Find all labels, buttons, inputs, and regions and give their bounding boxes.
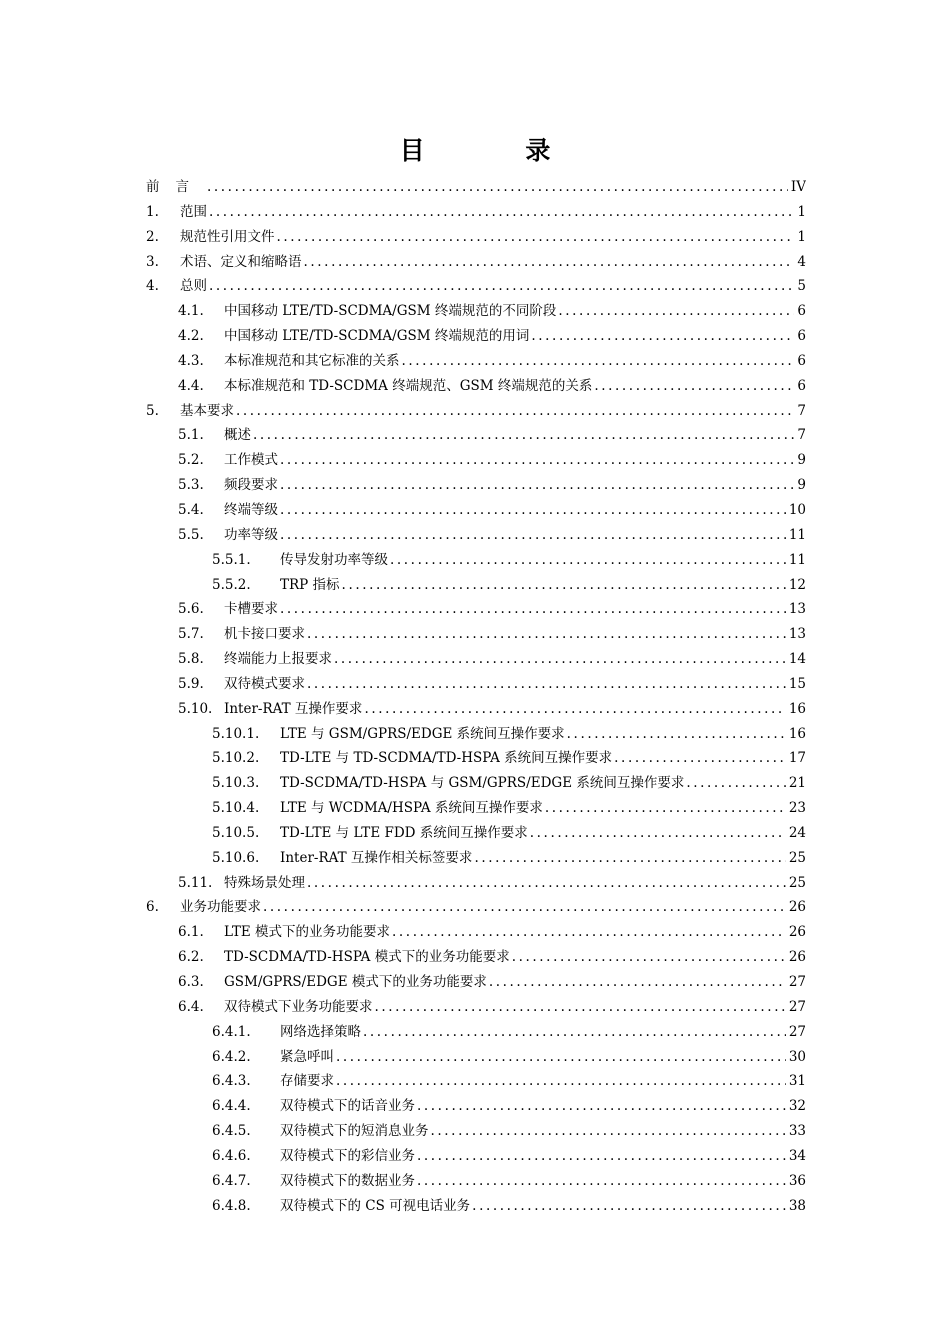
toc-entry-title: Inter-RAT 互操作相关标签要求 (280, 849, 473, 866)
toc-entry-number: 6.4.4. (212, 1098, 251, 1115)
toc-page-number: 5 (797, 278, 806, 295)
toc-page-number: 6 (797, 352, 806, 369)
toc-entry-line (224, 299, 806, 324)
toc-entry[interactable] (0, 573, 950, 598)
toc-dot-leader (388, 548, 786, 573)
toc-entry-number: 5.10. (178, 700, 213, 717)
toc-dot-leader (275, 225, 795, 250)
toc-entry-line (280, 746, 806, 771)
toc-entry[interactable] (0, 995, 950, 1020)
toc-entry-title: LTE 与 GSM/GPRS/EDGE 系统间互操作要求 (280, 725, 565, 742)
toc-page-number: 32 (788, 1098, 806, 1115)
toc-entry-title: 本标准规范和其它标准的关系 (224, 352, 400, 369)
toc-dot-leader (234, 399, 794, 424)
toc-page-number: 25 (788, 849, 806, 866)
toc-page-number: 24 (788, 824, 806, 841)
toc-dot-leader (305, 871, 786, 896)
toc-entry-line (280, 1069, 806, 1094)
table-of-contents (0, 175, 950, 1218)
toc-entry-title: 术语、定义和缩略语 (180, 253, 302, 270)
toc-entry-number: 5.11. (178, 874, 213, 891)
toc-entry-title: 前言 (146, 179, 205, 195)
toc-dot-leader (510, 945, 786, 970)
toc-entry-number: 5.5.2. (212, 576, 251, 593)
toc-entry-line (280, 722, 806, 747)
toc-entry-line (146, 175, 806, 200)
toc-page-number: 6 (797, 377, 806, 394)
toc-entry-number: 4.3. (178, 352, 204, 369)
toc-dot-leader (305, 672, 786, 697)
toc-dot-leader (278, 597, 786, 622)
toc-entry[interactable] (0, 622, 950, 647)
toc-entry[interactable] (0, 697, 950, 722)
toc-entry-line (280, 821, 806, 846)
toc-page-number: 27 (788, 1023, 806, 1040)
toc-entry-line (224, 672, 806, 697)
toc-page-number: 7 (797, 427, 806, 444)
toc-page-number: 15 (788, 675, 806, 692)
toc-entry-line (180, 225, 806, 250)
toc-entry-number: 5.10.3. (212, 775, 260, 792)
toc-entry-title: 工作模式 (224, 452, 278, 469)
toc-entry-title: 存储要求 (280, 1073, 334, 1090)
toc-entry[interactable] (0, 771, 950, 796)
toc-entry-number: 6.4. (178, 998, 204, 1015)
toc-entry[interactable] (0, 423, 950, 448)
toc-entry-title: TD-SCDMA/TD-HSPA 模式下的业务功能要求 (224, 949, 510, 966)
page-title: 目 录 (399, 136, 597, 165)
toc-entry-number: 4.2. (178, 328, 204, 345)
toc-page-number: 27 (788, 974, 806, 990)
toc-dot-leader (278, 448, 794, 473)
toc-entry-title: 双待模式下业务功能要求 (224, 998, 373, 1015)
toc-page-number: 1 (797, 203, 806, 220)
toc-dot-leader (278, 473, 794, 498)
toc-entry-number: 5.10.5. (212, 824, 260, 841)
toc-entry-number: 3. (146, 253, 159, 270)
toc-entry-title: 卡槽要求 (224, 601, 278, 618)
toc-entry-title: TRP 指标 (280, 576, 340, 593)
toc-page-number: 6 (797, 328, 806, 345)
toc-page-number: 11 (788, 526, 806, 543)
toc-dot-leader (278, 498, 786, 523)
toc-dot-leader (332, 647, 786, 672)
toc-page-number: 27 (788, 998, 806, 1015)
toc-entry-number: 5.5.1. (212, 551, 251, 568)
toc-entry[interactable] (0, 871, 950, 896)
toc-dot-leader (565, 722, 786, 747)
toc-entry-line (280, 846, 806, 871)
toc-dot-leader (612, 746, 786, 771)
toc-page-number: 34 (788, 1147, 806, 1164)
toc-entry-line (224, 697, 806, 722)
toc-entry[interactable] (0, 374, 950, 399)
toc-entry-number: 6.4.8. (212, 1197, 251, 1214)
toc-entry[interactable] (0, 920, 950, 945)
toc-entry-number: 5.5. (178, 526, 204, 543)
toc-entry-title: 传导发射功率等级 (280, 551, 388, 568)
toc-entry-number: 6.4.3. (212, 1073, 251, 1090)
toc-entry-title: 双待模式下的话音业务 (280, 1098, 415, 1115)
toc-entry-title: Inter-RAT 互操作要求 (224, 700, 363, 717)
toc-entry[interactable] (0, 498, 950, 523)
toc-entry-number: 6.4.7. (212, 1172, 251, 1189)
toc-page-number: 7 (797, 402, 806, 419)
toc-entry[interactable] (0, 945, 950, 970)
toc-entry-number: 6.2. (178, 949, 204, 966)
toc-dot-leader (415, 1144, 786, 1169)
toc-dot-leader (373, 995, 786, 1020)
toc-entry-title: 范围 (180, 203, 207, 220)
toc-dot-leader (429, 1119, 786, 1144)
toc-entry[interactable] (0, 523, 950, 548)
toc-dot-leader (415, 1094, 786, 1119)
toc-entry[interactable] (0, 200, 950, 225)
toc-dot-leader (361, 1020, 786, 1045)
toc-dot-leader (592, 374, 794, 399)
toc-page-number: 21 (788, 775, 806, 792)
toc-entry[interactable] (0, 1194, 950, 1219)
toc-entry-line (280, 1045, 806, 1070)
toc-entry[interactable] (0, 796, 950, 821)
toc-entry[interactable] (0, 647, 950, 672)
toc-entry-title: 双待模式下的 CS 可视电话业务 (280, 1197, 471, 1214)
toc-entry-number: 6. (146, 899, 159, 916)
toc-page-number: 16 (788, 725, 806, 742)
toc-entry-title: 双待模式要求 (224, 675, 305, 692)
toc-entry-number: 5.10.4. (212, 800, 260, 817)
toc-entry-line (280, 573, 806, 598)
toc-entry-line (280, 1094, 806, 1119)
toc-entry[interactable] (0, 399, 950, 424)
toc-entry-line (280, 796, 806, 821)
toc-entry-line (280, 771, 806, 796)
toc-entry-title: LTE 与 WCDMA/HSPA 系统间互操作要求 (280, 800, 543, 817)
toc-dot-leader (340, 573, 786, 598)
toc-entry[interactable] (0, 299, 950, 324)
toc-entry-number: 1. (146, 203, 159, 220)
toc-entry[interactable] (0, 722, 950, 747)
toc-dot-leader (278, 523, 786, 548)
toc-page-number: 23 (788, 800, 806, 817)
toc-entry-number: 6.4.2. (212, 1048, 251, 1065)
toc-entry[interactable] (0, 1020, 950, 1045)
toc-dot-leader (528, 821, 786, 846)
toc-entry-line (224, 871, 806, 896)
toc-entry-line (224, 423, 806, 448)
toc-entry-line (180, 250, 806, 275)
toc-entry-line (224, 622, 806, 647)
toc-entry[interactable] (0, 225, 950, 250)
toc-entry-title: 基本要求 (180, 402, 234, 419)
toc-entry-number: 5.6. (178, 601, 204, 618)
toc-entry[interactable] (0, 821, 950, 846)
toc-entry-number: 5.3. (178, 477, 204, 494)
toc-entry-title: 紧急呼叫 (280, 1048, 334, 1065)
toc-page-number: 11 (788, 551, 806, 568)
toc-entry-title: 双待模式下的短消息业务 (280, 1123, 429, 1140)
toc-page-number: 16 (788, 700, 806, 717)
toc-entry-line (280, 1169, 806, 1194)
toc-dot-leader (302, 250, 795, 275)
toc-entry-line (180, 200, 806, 225)
toc-entry-line (224, 498, 806, 523)
toc-page-number: 13 (788, 601, 806, 618)
toc-entry-line (180, 274, 806, 299)
toc-entry[interactable] (0, 473, 950, 498)
toc-dot-leader (251, 423, 794, 448)
toc-entry-number: 5. (146, 402, 159, 419)
toc-entry[interactable] (0, 175, 950, 200)
toc-entry-number: 5.9. (178, 675, 204, 692)
toc-entry[interactable] (0, 1119, 950, 1144)
toc-entry-title: 总则 (180, 278, 207, 295)
toc-entry-number: 5.10.6. (212, 849, 260, 866)
toc-entry-line (180, 895, 806, 920)
toc-entry-number: 5.4. (178, 501, 204, 518)
toc-entry-title: 终端等级 (224, 501, 278, 518)
toc-entry-line (224, 473, 806, 498)
toc-dot-leader (207, 274, 794, 299)
toc-entry[interactable] (0, 250, 950, 275)
toc-entry[interactable] (0, 1094, 950, 1119)
toc-entry-number: 6.4.5. (212, 1123, 251, 1140)
toc-entry-number: 5.1. (178, 427, 204, 444)
toc-entry-number: 6.1. (178, 924, 204, 941)
toc-entry-line (280, 548, 806, 573)
toc-page-number: 9 (797, 452, 806, 469)
toc-dot-leader (205, 175, 788, 200)
toc-entry-line (224, 597, 806, 622)
toc-page-number: 17 (788, 750, 806, 767)
toc-entry-number: 5.7. (178, 626, 204, 643)
toc-entry-number: 5.10.1. (212, 725, 260, 742)
toc-page-number: 31 (788, 1073, 806, 1090)
toc-entry-number: 4. (146, 278, 159, 295)
toc-entry-title: 双待模式下的数据业务 (280, 1172, 415, 1189)
toc-page-number: 26 (788, 924, 806, 941)
toc-entry[interactable] (0, 1144, 950, 1169)
toc-entry-line (224, 920, 806, 945)
toc-entry-title: TD-LTE 与 TD-SCDMA/TD-HSPA 系统间互操作要求 (280, 750, 613, 767)
toc-entry[interactable] (0, 846, 950, 871)
toc-entry-line (224, 945, 806, 970)
toc-dot-leader (543, 796, 786, 821)
toc-entry[interactable] (0, 970, 950, 995)
toc-entry-line (224, 647, 806, 672)
toc-dot-leader (415, 1169, 786, 1194)
toc-entry[interactable] (0, 349, 950, 374)
toc-entry-title: TD-LTE 与 LTE FDD 系统间互操作要求 (280, 824, 528, 841)
toc-dot-leader (305, 622, 786, 647)
toc-page-number: 25 (788, 874, 806, 891)
toc-entry[interactable] (0, 448, 950, 473)
toc-entry-number: 2. (146, 228, 159, 245)
toc-entry-title: 中国移动 LTE/TD-SCDMA/GSM 终端规范的用词 (224, 328, 530, 345)
toc-page-number: 4 (797, 253, 806, 270)
toc-dot-leader (470, 1194, 786, 1219)
toc-entry-number: 5.10.2. (212, 750, 260, 767)
toc-entry[interactable] (0, 672, 950, 697)
toc-entry-line (224, 448, 806, 473)
toc-entry-number: 6.3. (178, 974, 204, 990)
toc-entry-line (224, 324, 806, 349)
toc-entry[interactable] (0, 1069, 950, 1094)
toc-page-number: 14 (788, 651, 806, 668)
toc-dot-leader (334, 1069, 786, 1094)
toc-dot-leader (684, 771, 785, 796)
toc-page-number: 38 (788, 1197, 806, 1214)
toc-entry[interactable] (0, 324, 950, 349)
toc-page-number: 36 (788, 1172, 806, 1189)
toc-page-number: 26 (788, 899, 806, 916)
toc-entry-title: 中国移动 LTE/TD-SCDMA/GSM 终端规范的不同阶段 (224, 303, 557, 320)
toc-entry[interactable] (0, 274, 950, 299)
toc-entry-title: 机卡接口要求 (224, 626, 305, 643)
toc-page-number: IV (790, 179, 806, 195)
toc-dot-leader (400, 349, 795, 374)
toc-entry-line (224, 995, 806, 1020)
toc-entry-number: 4.4. (178, 377, 204, 394)
toc-entry-title: TD-SCDMA/TD-HSPA 与 GSM/GPRS/EDGE 系统间互操作要求 (280, 775, 685, 792)
toc-page-number: 26 (788, 949, 806, 966)
toc-entry-title: 概述 (224, 427, 251, 444)
toc-page-number: 13 (788, 626, 806, 643)
toc-dot-leader (529, 324, 794, 349)
toc-entry-title: 终端能力上报要求 (224, 651, 332, 668)
toc-entry-title: LTE 模式下的业务功能要求 (224, 924, 391, 941)
toc-page-number: 33 (788, 1123, 806, 1140)
toc-entry-title: 规范性引用文件 (180, 228, 275, 245)
toc-page-number: 30 (788, 1048, 806, 1065)
toc-entry-line (224, 374, 806, 399)
toc-entry-title: 频段要求 (224, 477, 278, 494)
toc-entry-number: 6.4.6. (212, 1147, 251, 1164)
toc-entry[interactable] (0, 548, 950, 573)
toc-dot-leader (487, 970, 786, 995)
toc-entry-title: 网络选择策略 (280, 1023, 361, 1040)
toc-page-number: 12 (788, 576, 806, 593)
toc-dot-leader (390, 920, 786, 945)
toc-entry-line (280, 1144, 806, 1169)
toc-entry-line (280, 1194, 806, 1219)
toc-dot-leader (207, 200, 794, 225)
toc-entry-title: 功率等级 (224, 526, 278, 543)
toc-entry-line (224, 523, 806, 548)
toc-entry-number: 6.4.1. (212, 1023, 251, 1040)
toc-entry[interactable] (0, 746, 950, 771)
toc-entry-title: 业务功能要求 (180, 899, 261, 916)
toc-page-number: 6 (797, 303, 806, 320)
toc-entry-title: 特殊场景处理 (224, 874, 305, 891)
toc-entry-number: 5.8. (178, 651, 204, 668)
toc-entry-line (224, 349, 806, 374)
toc-page-number: 1 (797, 228, 806, 245)
toc-entry-line (180, 399, 806, 424)
toc-entry[interactable] (0, 597, 950, 622)
toc-entry-number: 4.1. (178, 303, 204, 320)
toc-entry[interactable] (0, 1045, 950, 1070)
toc-entry-line (224, 970, 806, 995)
toc-entry-title: 本标准规范和 TD-SCDMA 终端规范、GSM 终端规范的关系 (224, 377, 593, 394)
toc-page-number: 9 (797, 477, 806, 494)
toc-dot-leader (334, 1045, 786, 1070)
toc-entry-line (280, 1119, 806, 1144)
toc-entry[interactable] (0, 1169, 950, 1194)
toc-entry-title: 双待模式下的彩信业务 (280, 1147, 415, 1164)
toc-dot-leader (472, 846, 785, 871)
toc-page-number: 10 (788, 501, 806, 518)
toc-entry-title: GSM/GPRS/EDGE 模式下的业务功能要求 (224, 974, 487, 990)
toc-dot-leader (261, 895, 786, 920)
toc-entry-number: 5.2. (178, 452, 204, 469)
toc-dot-leader (362, 697, 785, 722)
toc-dot-leader (556, 299, 794, 324)
toc-entry[interactable] (0, 895, 950, 920)
toc-entry-line (280, 1020, 806, 1045)
